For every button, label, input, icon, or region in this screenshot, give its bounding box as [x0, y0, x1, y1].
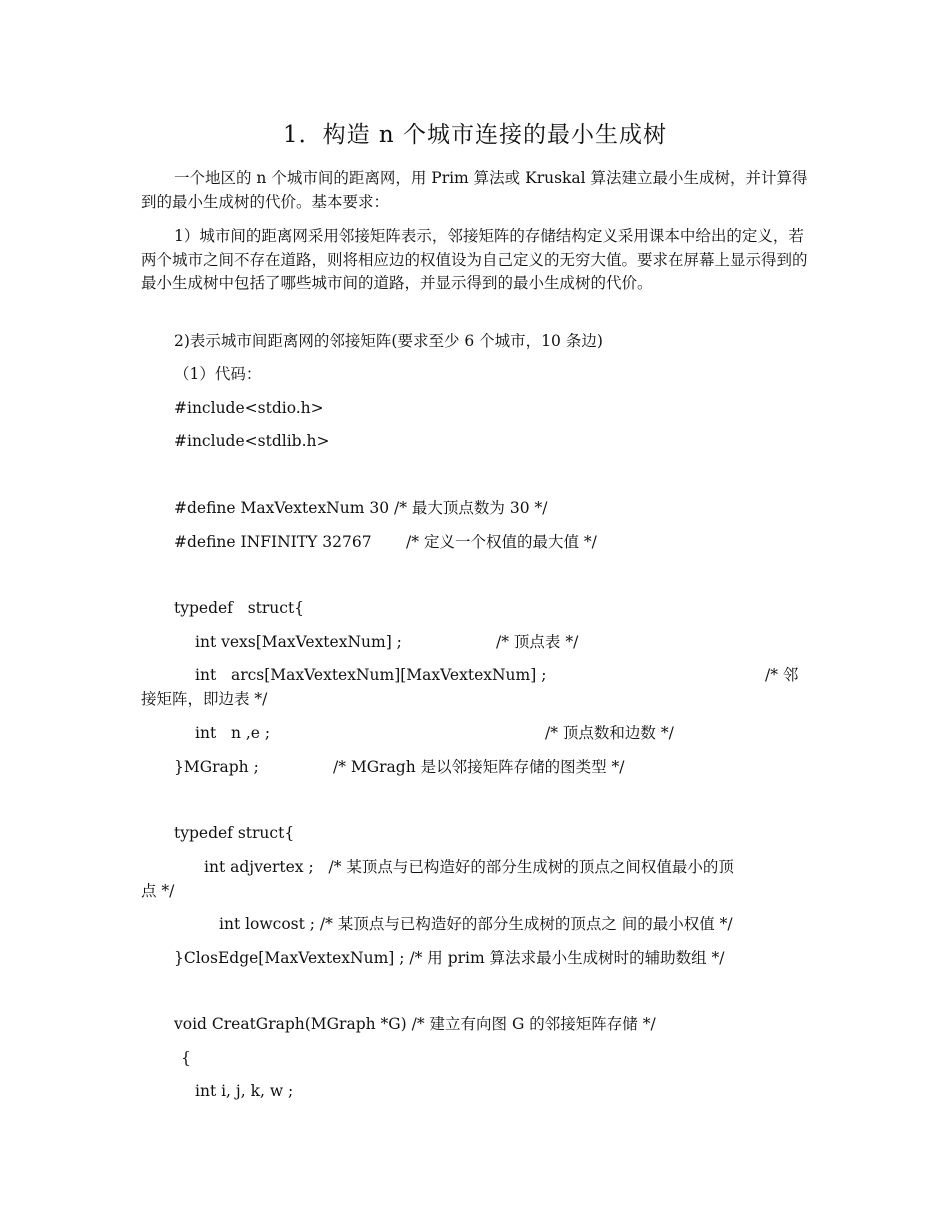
code-line-include-stdio: #include<stdio.h>	[174, 399, 324, 417]
code-comment-arcs: /* 邻	[765, 666, 799, 684]
intro-paragraph: 一个地区的 n 个城市间的距离网，用 Prim 算法或 Kruskal 算法建立最小生成树，并计算得到的最小生成树的代价。基本要求：	[141, 169, 808, 211]
code-heading: （1）代码：	[174, 365, 262, 383]
code-line-vexs: int vexs[MaxVextexNum] ;	[195, 633, 402, 651]
code-comment-vexs: /* 顶点表 */	[496, 633, 579, 651]
code-line-typedef-struct: typedef struct{	[174, 599, 305, 617]
code-line-typedef-struct-2: typedef struct{	[174, 824, 295, 842]
code-comment-mgraph: /* MGragh 是以邻接矩阵存储的图类型 */	[333, 758, 625, 776]
code-line-closedge: }ClosEdge[MaxVextexNum] ; /* 用 prim 算法求最小生成树时的辅助数组 */	[174, 949, 725, 967]
code-line-define-infinity: #define INFINITY 32767 /* 定义一个权值的最大值 */	[174, 533, 597, 551]
code-comment-arcs-wrap: 接矩阵，即边表 */	[141, 690, 268, 708]
code-line-int-vars: int i, j, k, w ;	[195, 1082, 294, 1100]
code-line-creatgraph: void CreatGraph(MGraph *G) /* 建立有向图 G 的邻接矩阵存储 */	[174, 1015, 656, 1033]
code-line-adjvertex-wrap: 点 */	[141, 882, 175, 900]
code-line-arcs: int arcs[MaxVextexNum][MaxVextexNum] ;	[195, 666, 547, 684]
code-line-ne: int n ,e ;	[195, 724, 271, 742]
code-line-open-brace: {	[181, 1049, 191, 1067]
code-comment-ne: /* 顶点数和边数 */	[545, 724, 674, 742]
code-line-adjvertex: int adjvertex ; /* 某顶点与已构造好的部分生成树的顶点之间权值最小的顶	[204, 858, 734, 876]
code-line-include-stdlib: #include<stdlib.h>	[174, 432, 330, 450]
page-title: 1．构造 n 个城市连接的最小生成树	[282, 122, 668, 148]
code-line-mgraph: }MGraph ;	[174, 758, 259, 776]
requirement-1: 1）城市间的距离网采用邻接矩阵表示，邻接矩阵的存储结构定义采用课本中给出的定义，若两个城市之间不存在道路，则将相应边的权值设为自己定义的无穷大值。要求在屏幕上显示得到的最小生成树中包括了哪些城市间的道路，并显示得到的最小生成树的代价。	[141, 227, 808, 292]
code-line-define-max: #define MaxVextexNum 30 /* 最大顶点数为 30 */	[174, 499, 548, 517]
code-line-lowcost: int lowcost ; /* 某顶点与已构造好的部分生成树的顶点之 间的最小权值 */	[219, 915, 733, 933]
requirement-2: 2)表示城市间距离网的邻接矩阵(要求至少 6 个城市，10 条边)	[174, 332, 603, 350]
